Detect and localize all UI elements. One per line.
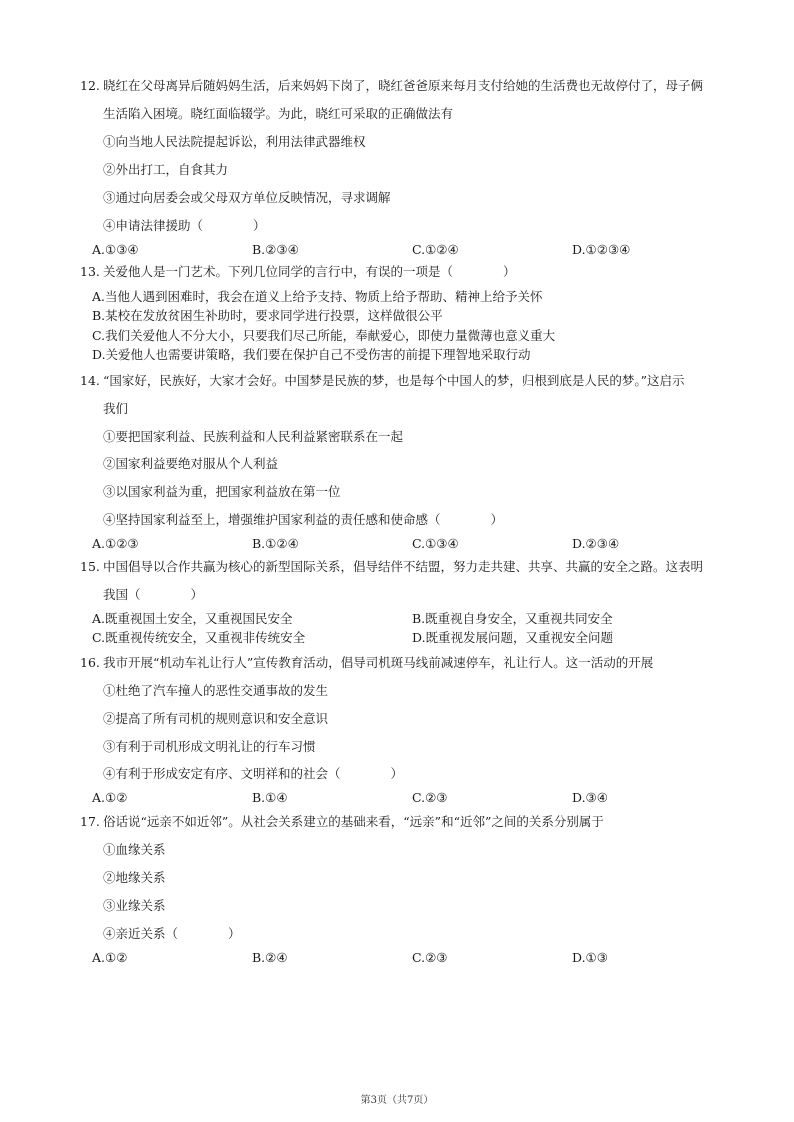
option-a: A.①②③: [92, 536, 139, 551]
statement-item: ③通过向居委会或父母双方单位反映情况，寻求调解: [103, 190, 391, 205]
option-b: B.①②④: [252, 536, 299, 551]
question-number: 17.: [80, 814, 100, 829]
statement-item: ②地缘关系: [103, 870, 166, 885]
option-c: C.②③: [412, 950, 448, 965]
statement-item: ①向当地人民法院提起诉讼，利用法律武器维权: [103, 134, 366, 149]
page-footer: 第3页（共7页）: [360, 1095, 434, 1106]
option-d: D.①③: [572, 950, 608, 965]
option-a: A.①②: [92, 790, 128, 805]
question-stem-line: 中国倡导以合作共赢为核心的新型国际关系，倡导结伴不结盟，努力走共建、共享、共赢的安全之路。这表明: [103, 559, 704, 574]
option-d: D.②③④: [572, 536, 620, 551]
statement-item: ③有利于司机形成文明礼让的行车习惯: [103, 739, 316, 754]
option-c: C.我们关爱他人不分大小，只要我们尽己所能，奉献爱心，即使力量微薄也意义重大: [92, 328, 556, 343]
option-a: A.①②: [92, 950, 128, 965]
option-d: D.关爱他人也需要讲策略，我们要在保护自己不受伤害的前提下理智地采取行动: [92, 347, 531, 362]
statement-item: ①杜绝了汽车撞人的恶性交通事故的发生: [103, 683, 329, 698]
option-c: C.既重视传统安全，又重视非传统安全: [92, 630, 306, 645]
option-a: A.既重视国土安全，又重视国民安全: [92, 611, 293, 626]
question-stem-line: “国家好，民族好，大家才会好。中国梦是民族的梦，也是每个中国人的梦，归根到底是人民的梦。”这启示: [103, 373, 685, 388]
statement-item: ②提高了所有司机的规则意识和安全意识: [103, 711, 329, 726]
question-number: 14.: [80, 373, 100, 388]
question-number: 12.: [80, 78, 100, 93]
question-number: 16.: [80, 655, 100, 670]
statement-item: ④申请法律援助（ ）: [103, 218, 266, 233]
option-b: B.既重视自身安全，又重视共同安全: [412, 611, 613, 626]
statement-item: ④亲近关系（ ）: [103, 926, 241, 941]
option-b: B.某校在发放贫困生补助时，要求同学进行投票，这样做很公平: [92, 308, 443, 323]
statement-item: ②国家利益要绝对服从个人利益: [103, 456, 279, 471]
question-stem-line: 俗话说“远亲不如近邻”。从社会关系建立的基础来看，“远亲”和“近邻”之间的关系分别属于: [103, 814, 604, 829]
option-c: C.②③: [412, 790, 448, 805]
question-number: 13.: [80, 264, 100, 279]
option-b: B.①④: [252, 790, 288, 805]
statement-item: ④有利于形成安定有序、文明祥和的社会（ ）: [103, 766, 404, 781]
option-c: C.①③④: [412, 536, 459, 551]
statement-item: ③业缘关系: [103, 898, 166, 913]
option-b: B.②③④: [252, 242, 299, 257]
question-stem-line: 关爱他人是一门艺术。下列几位同学的言行中，有误的一项是（ ）: [103, 264, 516, 279]
option-a: A.当他人遇到困难时，我会在道义上给予支持、物质上给予帮助、精神上给予关怀: [92, 289, 543, 304]
statement-item: ①血缘关系: [103, 842, 166, 857]
question-stem-line: 我市开展“机动车礼让行人”宣传教育活动，倡导司机斑马线前减速停车，礼让行人。这一活动的开展: [103, 655, 654, 670]
question-number: 15.: [80, 559, 100, 574]
question-stem-line: 生活陷入困境。晓红面临辍学。为此，晓红可采取的正确做法有: [103, 106, 454, 121]
option-d: D.③④: [572, 790, 608, 805]
option-b: B.②④: [252, 950, 288, 965]
statement-item: ②外出打工，自食其力: [103, 162, 229, 177]
question-stem-line: 我们: [103, 401, 129, 416]
option-a: A.①③④: [92, 242, 139, 257]
statement-item: ③以国家利益为重，把国家利益放在第一位: [103, 484, 341, 499]
option-d: D.①②③④: [572, 242, 631, 257]
option-d: D.既重视发展问题，又重视安全问题: [412, 630, 614, 645]
option-c: C.①②④: [412, 242, 459, 257]
statement-item: ①要把国家利益、民族利益和人民利益紧密联系在一起: [103, 429, 404, 444]
question-stem-line: 我国（ ）: [103, 587, 204, 602]
question-stem-line: 晓红在父母离异后随妈妈生活，后来妈妈下岗了，晓红爸爸原来每月支付给她的生活费也无故停付了，母子俩: [103, 78, 704, 93]
statement-item: ④坚持国家利益至上，增强维护国家利益的责任感和使命感（ ）: [103, 512, 504, 527]
